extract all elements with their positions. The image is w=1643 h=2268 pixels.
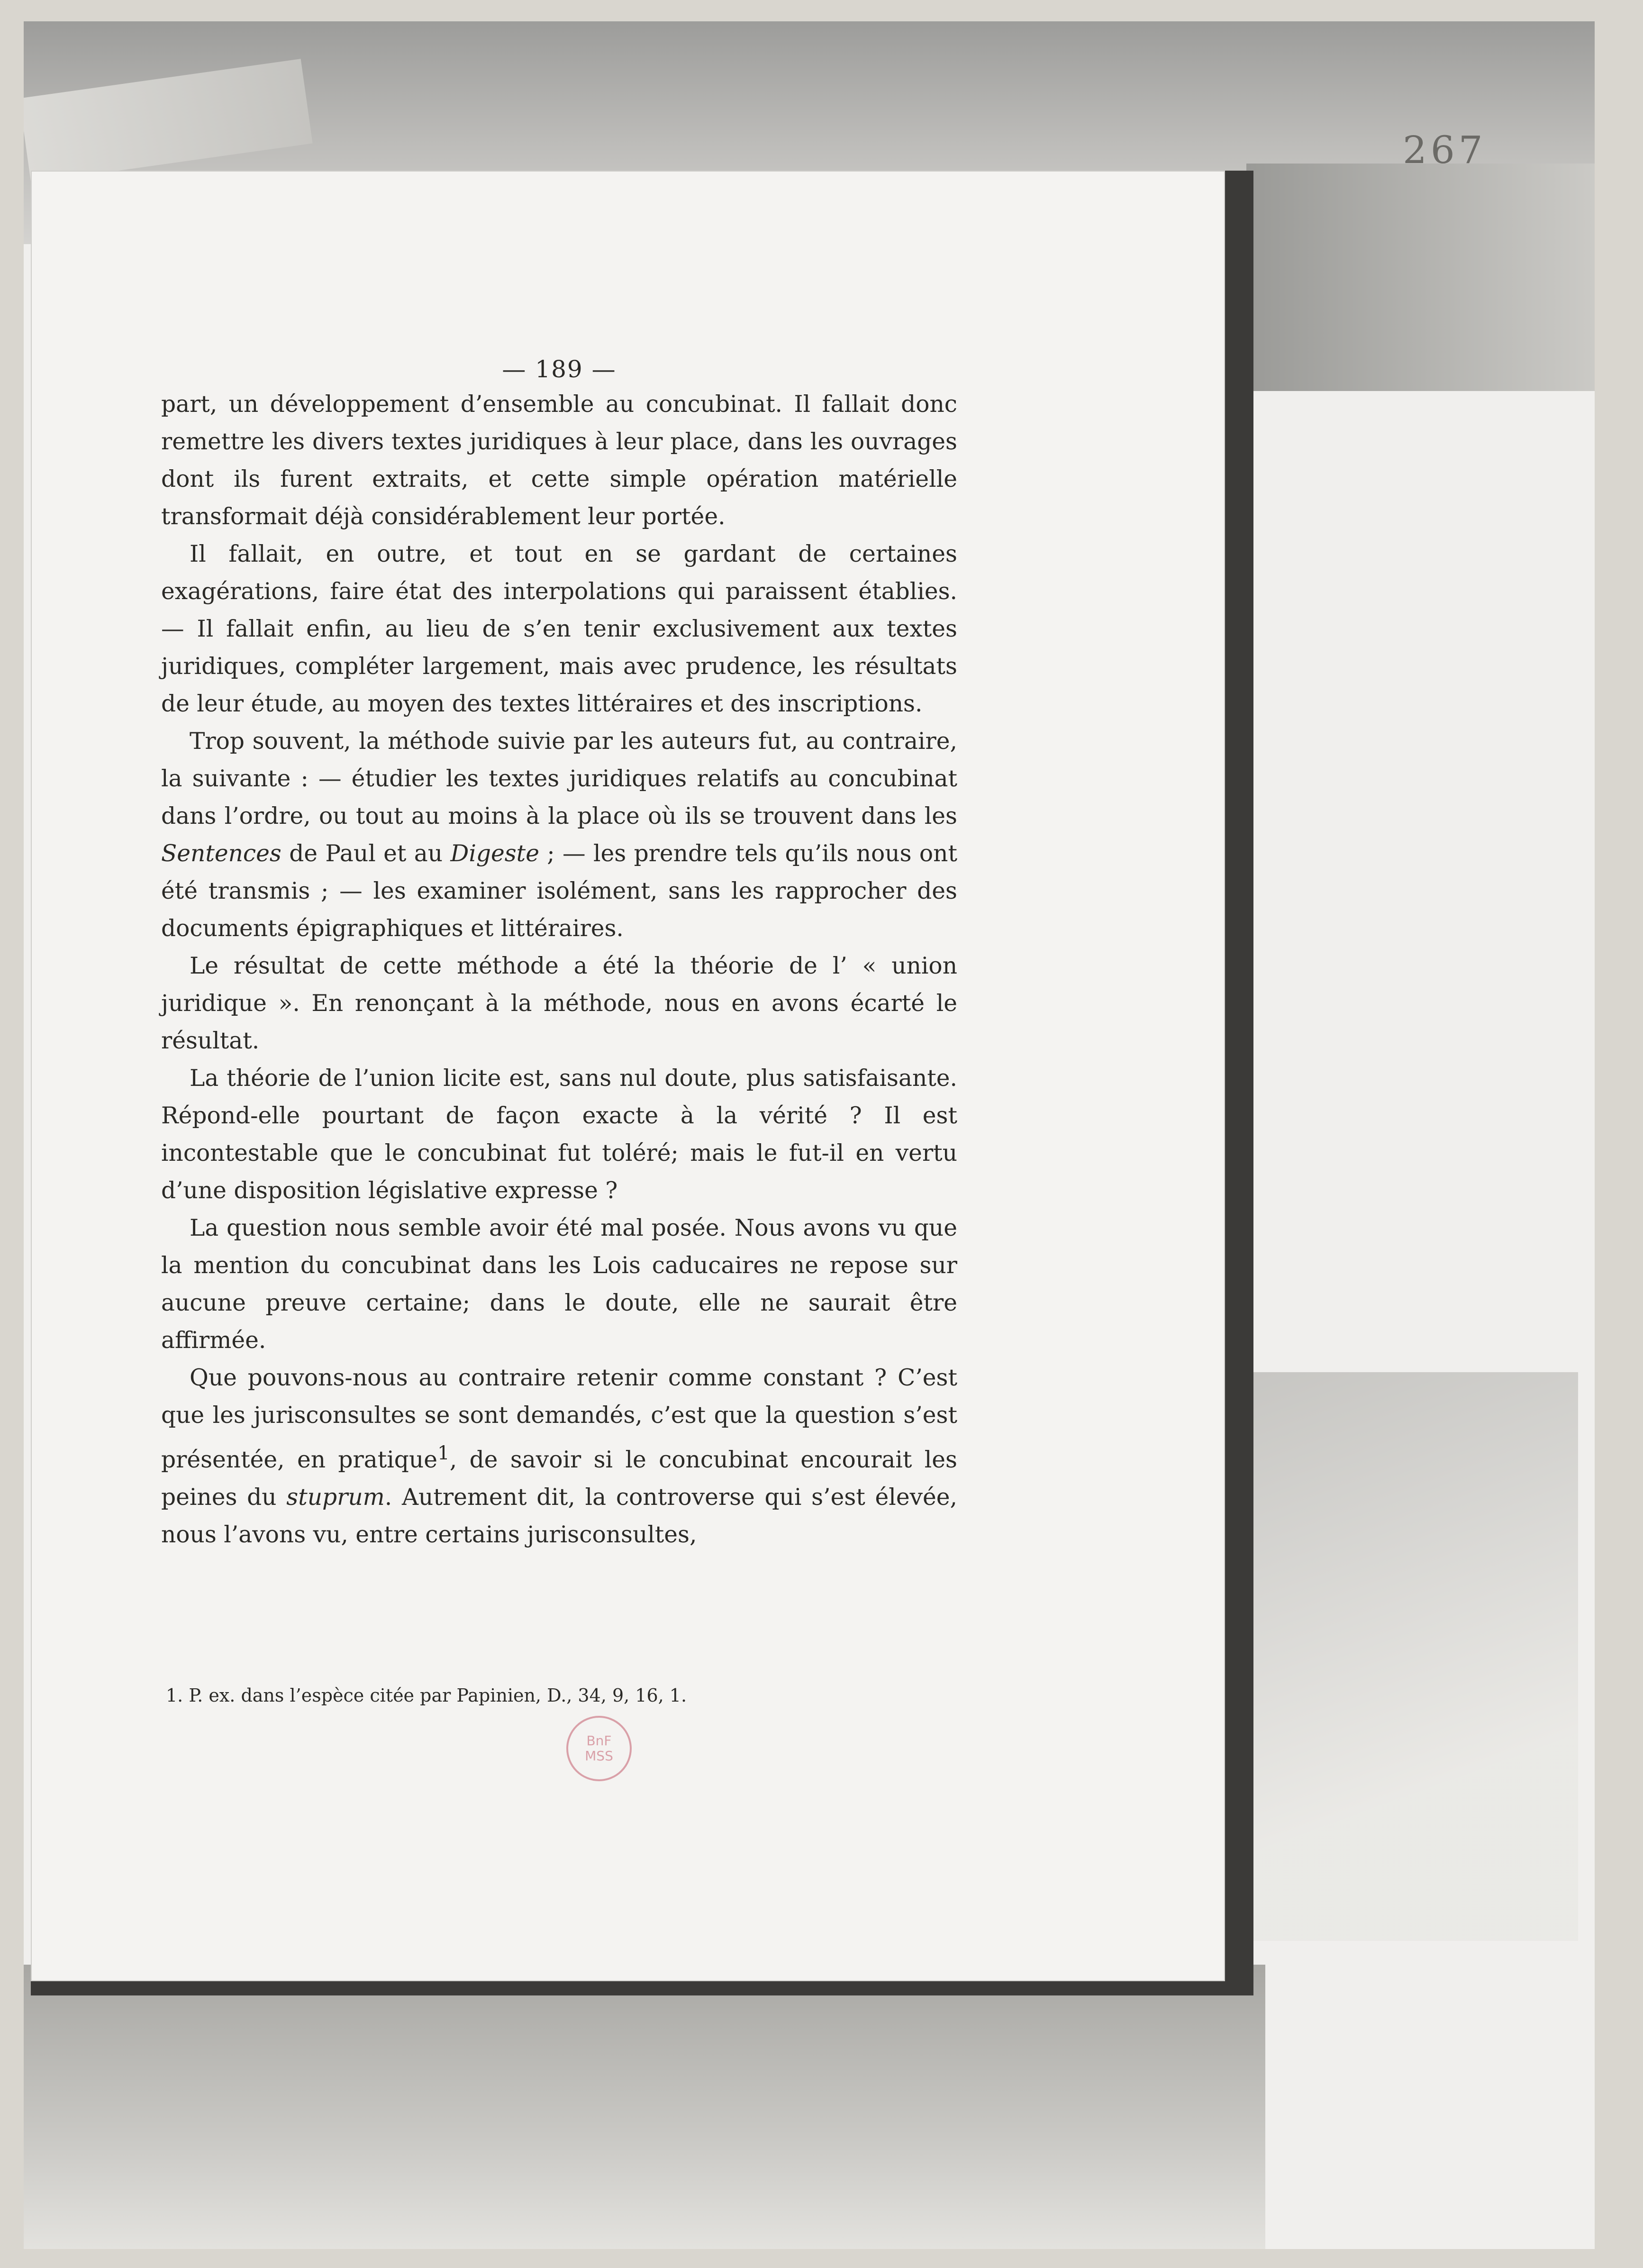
digeste-italic: Digeste: [450, 840, 539, 867]
paragraph-3-text-c: de Paul et au: [281, 840, 451, 867]
page-text: [161, 355, 957, 1554]
paragraph-7-text-d: . Autrement dit, la controverse qui s’est élevée, nous l’avons vu, entre certains jurisconsultes,: [161, 1484, 957, 1548]
paragraph-7-text-a: Que pouvons-nous au contraire retenir comme constant ? C’est que les jurisconsultes se sont demandés, c’est que la question s’est présentée, en pratique: [161, 1365, 957, 1474]
book-page: [31, 171, 1253, 1995]
paragraph-5: La théorie de l’union licite est, sans nul doute, plus satisfaisante. Répond-elle pourtant de façon exacte à la vérité ? Il est incontestable que le concubinat fut toléré; mais le fut-il en vertu d’une disposition législative expresse ?: [161, 1065, 957, 1204]
library-stamp: [566, 1716, 632, 1781]
footnote: 1. P. ex. dans l’espèce citée par Papinien, D., 34, 9, 16, 1.: [166, 1685, 687, 1706]
footnote-marker: 1: [437, 1441, 450, 1464]
paragraph-7: [161, 1359, 957, 1554]
paragraph-3-text-a: Trop souvent, la méthode suivie par les auteurs fut, au contraire, la suivante : — étudier les textes juridiques relatifs au concubinat dans l’ordre, ou tout au moins à la place où ils se trouvent dans les: [161, 728, 957, 829]
stuprum-italic: stuprum: [286, 1484, 385, 1511]
paragraph-4: Le résultat de cette méthode a été la théorie de l’ « union juridique ». En renonçant à la méthode, nous en avons écarté le résultat.: [161, 953, 957, 1054]
paragraph-7-text-b: , de savoir si le concubinat encourait les peines du: [161, 1447, 957, 1511]
paragraph-3: [161, 723, 957, 947]
archive-folio-number: 267: [1403, 128, 1487, 172]
stamp-line-1: BnF: [586, 1733, 612, 1749]
paragraph-6: La question nous semble avoir été mal posée. Nous avons vu que la mention du concubinat dans les Lois caducaires ne repose sur aucune preuve certaine; dans le doute, elle ne saurait être affirmée.: [161, 1215, 957, 1354]
stamp-line-2: MSS: [585, 1748, 613, 1764]
right-smudge: [1246, 1372, 1578, 1941]
paragraph-3-text-e: ; — les prendre tels qu’ils nous ont été transmis ; — les examiner isolément, sans les rapprocher des documents épigraphiques et littéraires.: [161, 840, 957, 942]
bottom-shadow: [24, 1965, 1265, 2249]
right-shadow: [1246, 164, 1595, 391]
page-number: — 189 —: [502, 355, 617, 383]
paragraph-2: Il fallait, en outre, et tout en se gardant de certaines exagérations, faire état des interpolations qui paraissent établies. — Il fallait enfin, au lieu de s’en tenir exclusivement aux textes juridiques, compléter largement, mais avec prudence, les résultats de leur étude, au moyen des textes littéraires et des inscriptions.: [161, 541, 957, 717]
paragraph-1: part, un développement d’ensemble au concubinat. Il fallait donc remettre les divers textes juridiques à leur place, dans les ouvrages dont ils furent extraits, et cette simple opération matérielle transformait déjà considérablement leur portée.: [161, 391, 957, 530]
sentences-italic: Sentences: [161, 840, 281, 867]
